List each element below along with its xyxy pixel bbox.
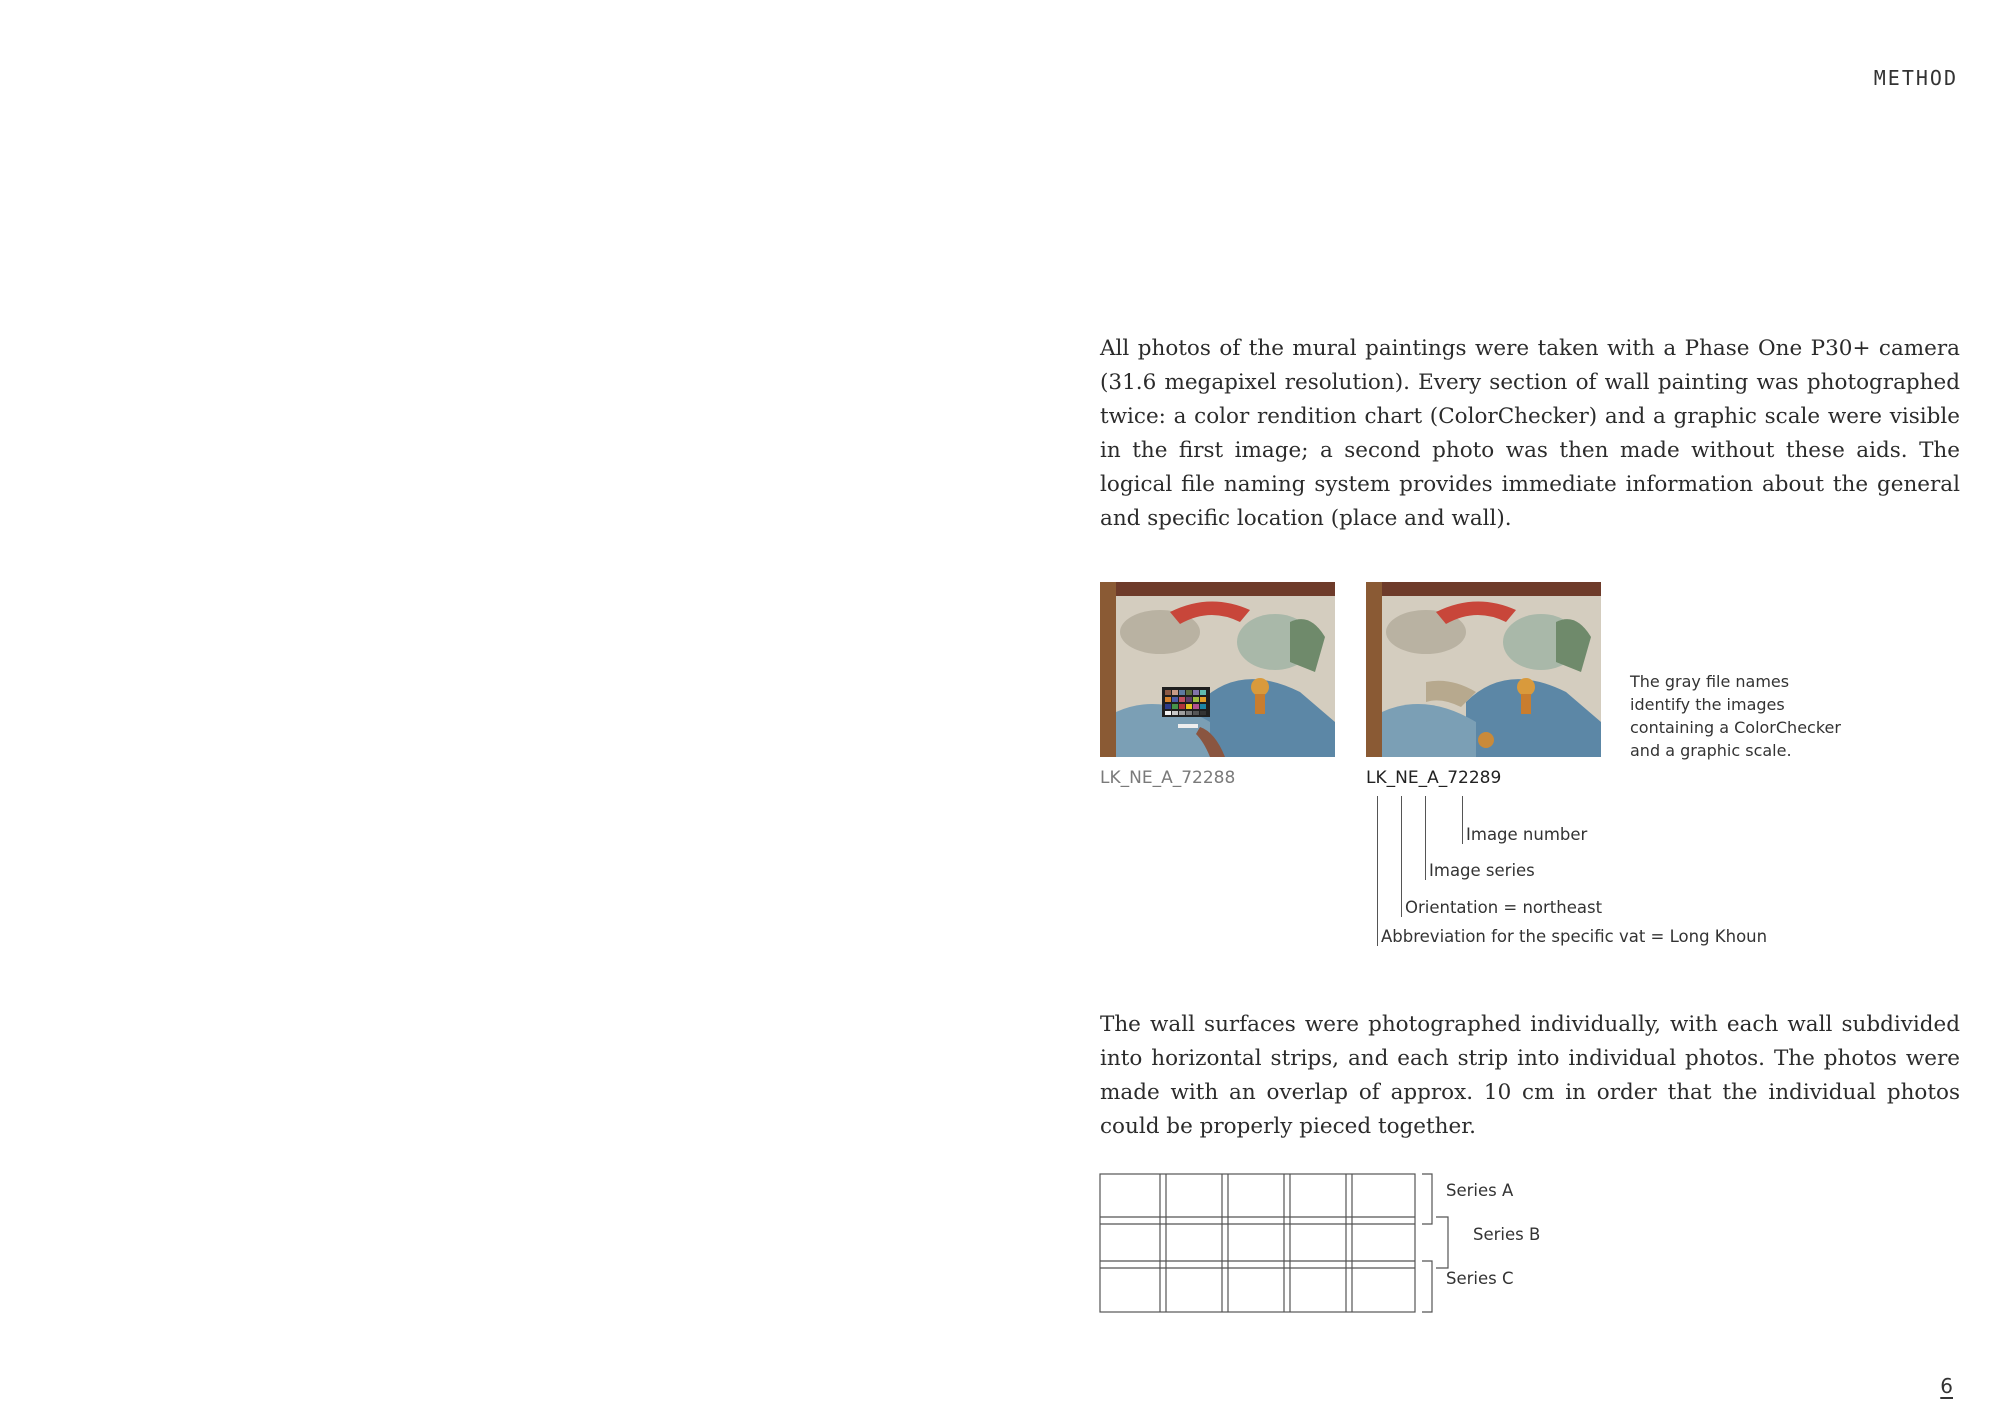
tree-line-orientation xyxy=(1401,796,1402,917)
intro-paragraph: All photos of the mural paintings were taken with a Phase One P30+ camera (31.6 megapixel resolution). Every section of wall painting was photographed twice: a color rendition chart (ColorChecker) and a graphic scale were visible in the first image; a second photo was then made without these aids. The logical file naming system provides immediate information about the general and specific location (place and wall). xyxy=(1100,336,1960,531)
file-name-note: The gray file names identify the images containing a ColorChecker and a graphic scale. xyxy=(1630,672,1841,760)
page-number: 6 xyxy=(1940,1374,1953,1398)
label-orientation: Orientation = northeast xyxy=(1405,898,1603,917)
file-name-with-colorchecker: LK_NE_A_72288 xyxy=(1100,768,1236,788)
tree-line-series xyxy=(1425,796,1426,880)
tree-line-number xyxy=(1462,796,1463,844)
wall-paragraph: The wall surfaces were photographed individually, with each wall subdivided into horizontal strips, and each strip into individual photos. The photos were made with an overlap of approx. 10 cm in order that the individual photos could be properly pieced together. xyxy=(1100,1012,1960,1139)
tree-line-abbreviation xyxy=(1377,796,1378,946)
mural-photo-with-colorchecker xyxy=(1100,582,1335,757)
series-c-label: Series C xyxy=(1446,1269,1514,1288)
file-name-without-colorchecker: LK_NE_A_72289 xyxy=(1366,768,1502,788)
section-header: METHOD xyxy=(1873,66,1958,90)
series-b-label: Series B xyxy=(1473,1225,1541,1244)
label-image-number: Image number xyxy=(1466,825,1588,844)
mural-photo-without-colorchecker xyxy=(1366,582,1601,757)
series-a-label: Series A xyxy=(1446,1181,1514,1200)
label-abbreviation: Abbreviation for the specific vat = Long Khoun xyxy=(1381,927,1768,946)
label-image-series: Image series xyxy=(1429,861,1535,880)
